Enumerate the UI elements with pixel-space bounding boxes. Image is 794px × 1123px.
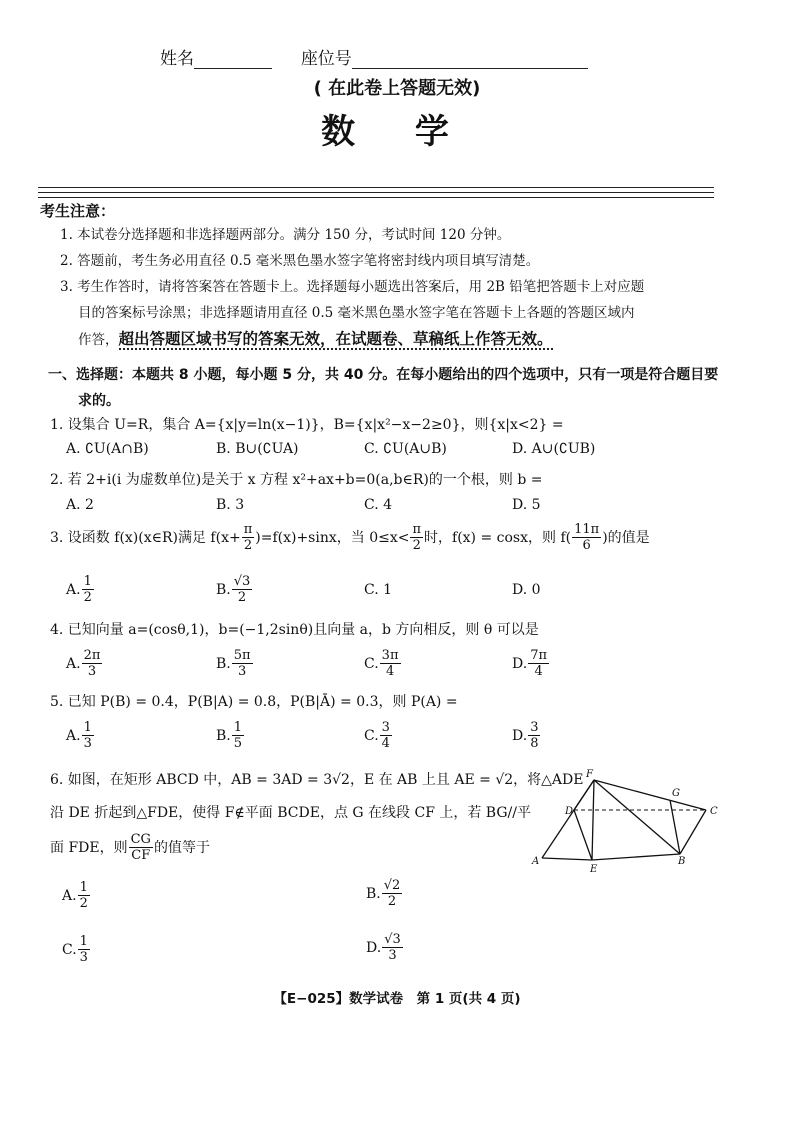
seat-label: 座位号 [300, 49, 352, 69]
q3-option-d[interactable]: D. 0 [512, 582, 541, 598]
q2-option-a[interactable]: A. 2 [66, 497, 94, 513]
q2-option-d[interactable]: D. 5 [512, 497, 541, 513]
q6-option-a[interactable]: A. $\frac{1}{2}$ [62, 880, 88, 911]
label-B: B [678, 856, 686, 867]
notice-item-1: 1. 本试卷分选择题和非选择题两部分。满分 150 分，考试时间 120 分钟。 [60, 227, 511, 243]
header-rule-1 [38, 187, 714, 188]
notice-item-3b: 目的答案标号涂黑；非选择题请用直径 0.5 毫米黑色墨水签字笔在答题卡上各题的答题区域内 [78, 305, 635, 321]
question-3-stem: 3. 设函数 f(x)(x∈R)满足 f(x+ $\frac{\pi}{2}$ )=f(x)+sinx，当 0≤x< $\frac{\pi}{2}$ 时，f(x) = cosx，则 f( $\frac{11\pi}{6}$ )的值是 [50, 522, 650, 553]
q5-option-d[interactable]: D. $\frac{3}{8}$ [512, 720, 539, 751]
q3-option-a[interactable]: A. $\frac{1}{2}$ [66, 574, 92, 605]
q2-option-b[interactable]: B. 3 [216, 497, 245, 513]
page-footer: 【E−025】数学试卷 第 1 页(共 4 页) [273, 991, 521, 1007]
label-E: E [590, 864, 598, 875]
label-G: G [672, 788, 680, 799]
section-line-2: 求的。 [78, 393, 120, 409]
question-5-stem: 5. 已知 P(B) = 0.4，P(B|A) = 0.8，P(B|Ā) = 0.3，则 P(A) = [50, 694, 458, 710]
header-rule-3 [38, 197, 714, 198]
subject-title: 数 学 [321, 112, 473, 152]
notice-item-2: 2. 答题前，考生务必用直径 0.5 毫米黑色墨水签字笔将密封线内项目填写清楚。 [60, 253, 540, 269]
frac-cg-over-cf: $\frac{CG}{CF}$ [130, 832, 151, 863]
q5-option-c[interactable]: C. $\frac{3}{4}$ [364, 720, 390, 751]
q6-option-c[interactable]: C. $\frac{1}{3}$ [62, 934, 88, 965]
q4-option-b[interactable]: B. $\frac{5\pi}{3}$ [216, 648, 251, 679]
question-6-line-3: 面 FDE，则 $\frac{CG}{CF}$ 的值等于 [50, 832, 210, 863]
header-rule-2 [38, 192, 714, 193]
q4-option-c[interactable]: C. $\frac{3\pi}{4}$ [364, 648, 399, 679]
notice-list [60, 222, 644, 353]
q1-option-d[interactable]: D. A∪(∁UB) [512, 441, 596, 457]
q4-option-d[interactable]: D. $\frac{7\pi}{4}$ [512, 648, 548, 679]
q1-option-b[interactable]: B. B∪(∁UA) [216, 441, 299, 457]
seat-field[interactable] [352, 50, 588, 69]
label-D: D [565, 806, 574, 817]
question-2-stem: 2. 若 2+i(i 为虚数单位)是关于 x 方程 x²+ax+b=0(a,b∈R)的一个根，则 b = [50, 472, 543, 488]
frac-11pi-over-6: $\frac{11\pi}{6}$ [574, 522, 600, 553]
question-6-line-1: 6. 如图，在矩形 ABCD 中，AB = 3AD = 3√2，E 在 AB 上且 AE = √2，将△ADE [50, 772, 584, 788]
section-line-1: 一、选择题：本题共 8 小题，每小题 5 分，共 40 分。在每小题给出的四个选项中，只有一项是符合题目要 [48, 367, 719, 383]
q1-option-c[interactable]: C. ∁U(A∪B) [364, 441, 447, 457]
q3-option-b[interactable]: B. $\frac{√3}{2}$ [216, 574, 251, 605]
section-heading [48, 362, 718, 414]
question-4-stem: 4. 已知向量 a=(cosθ,1)，b=(−1,2sinθ)且向量 a，b 方向相反，则 θ 可以是 [50, 622, 539, 638]
label-A: A [532, 856, 540, 867]
frac-pi-over-2: $\frac{\pi}{2}$ [243, 522, 253, 553]
notice-item-3c: 作答， [78, 332, 119, 348]
frac-pi-over-2-b: $\frac{\pi}{2}$ [412, 522, 422, 553]
name-label: 姓名 [160, 49, 194, 69]
q4-option-a[interactable]: A. $\frac{2\pi}{3}$ [66, 648, 101, 679]
name-field[interactable] [194, 50, 272, 69]
notice-item-3a: 3. 考生作答时，请将答案答在答题卡上。选择题每小题选出答案后，用 2B 铅笔把答题卡上对应题 [60, 279, 645, 295]
invalid-note: ( 在此卷上答题无效) [313, 78, 481, 99]
label-C: C [710, 806, 718, 817]
q1-option-a[interactable]: A. ∁U(A∩B) [66, 441, 149, 457]
geometry-figure [530, 766, 726, 876]
q3-option-c[interactable]: C. 1 [364, 582, 393, 598]
label-F: F [586, 769, 593, 780]
q6-option-d[interactable]: D. $\frac{√3}{3}$ [366, 932, 401, 963]
notice-heading: 考生注意： [40, 202, 116, 220]
notice-emphasis: 超出答题区域书写的答案无效，在试题卷、草稿纸上作答无效。 [118, 330, 553, 348]
exam-header [160, 44, 588, 69]
question-1-stem: 1. 设集合 U=R，集合 A={x|y=ln(x−1)}，B={x|x²−x−2≥0}，则{x|x<2} = [50, 417, 564, 433]
q5-option-b[interactable]: B. $\frac{1}{5}$ [216, 720, 243, 751]
q5-option-a[interactable]: A. $\frac{1}{3}$ [66, 720, 92, 751]
q6-option-b[interactable]: B. $\frac{√2}{2}$ [366, 878, 401, 909]
q2-option-c[interactable]: C. 4 [364, 497, 393, 513]
question-6-line-2: 沿 DE 折起到△FDE，使得 F∉平面 BCDE，点 G 在线段 CF 上，若 BG//平 [50, 805, 531, 821]
